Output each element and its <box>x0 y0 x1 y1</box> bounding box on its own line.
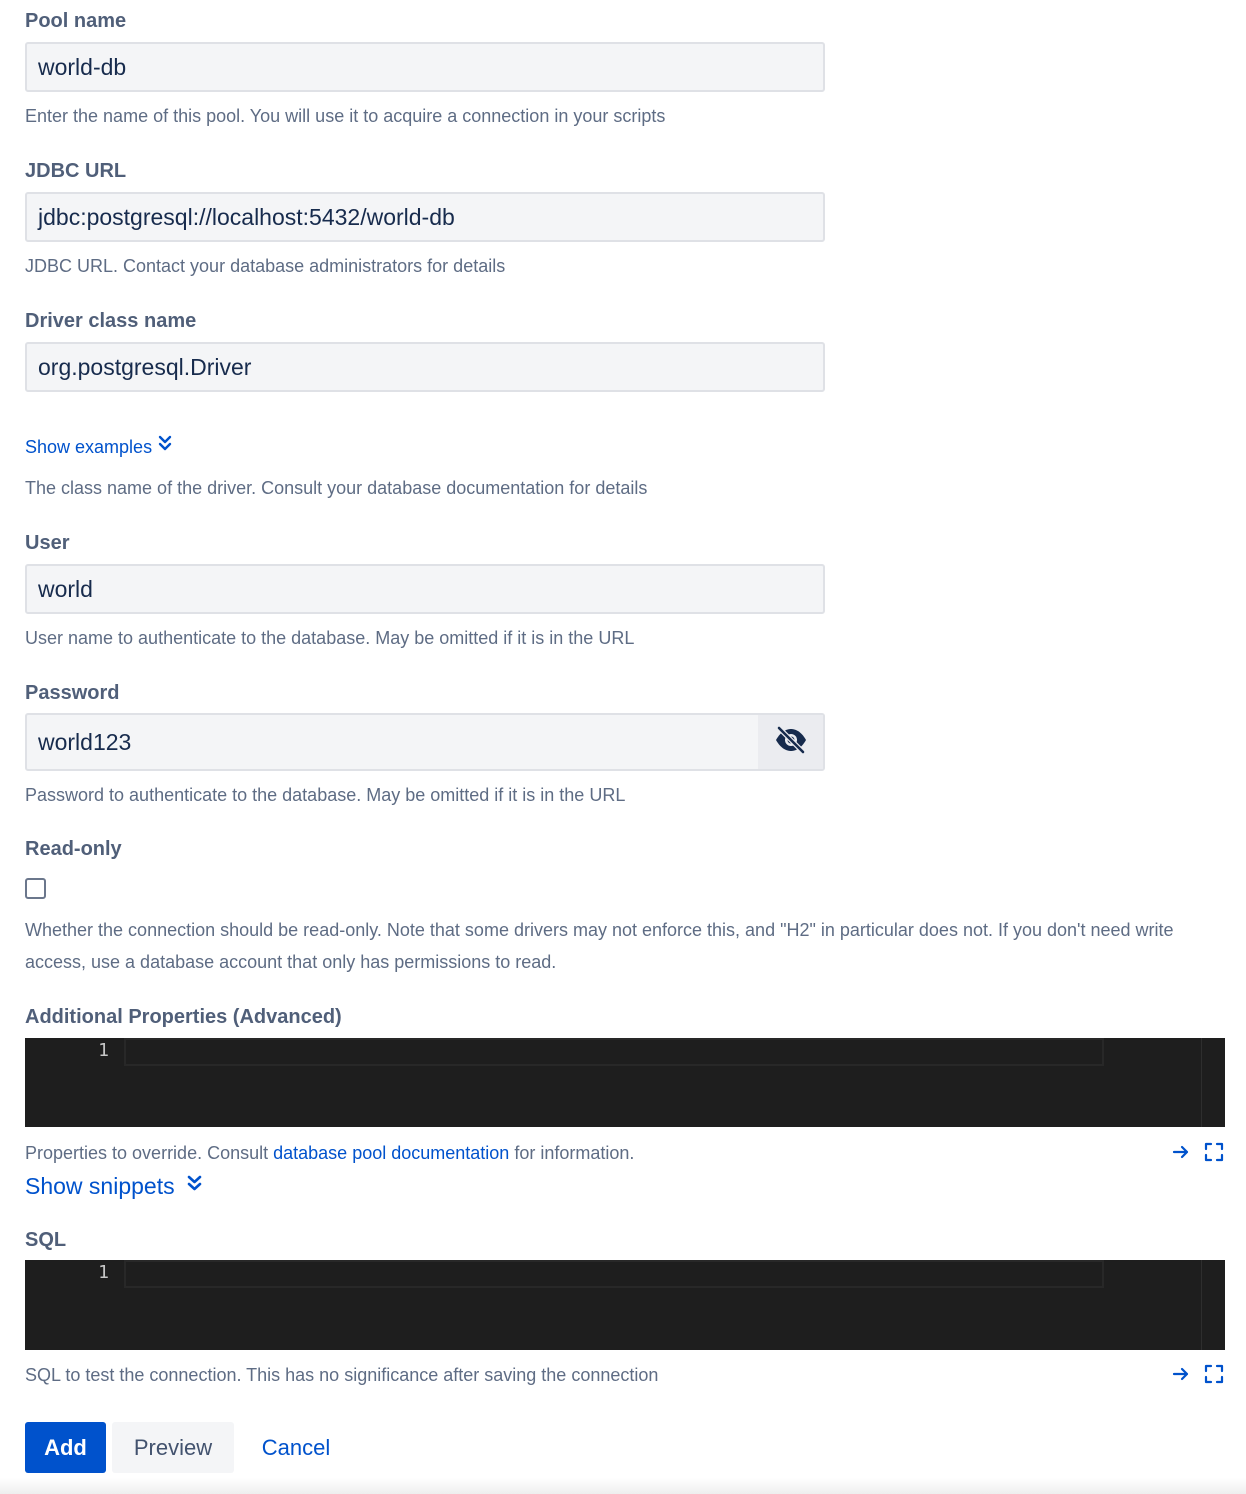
help-suffix: for information. <box>509 1143 635 1163</box>
preview-button[interactable]: Preview <box>112 1422 234 1473</box>
user-help: User name to authenticate to the database. May be omitted if it is in the URL <box>25 628 635 648</box>
arrow-right-icon[interactable] <box>1172 1143 1190 1166</box>
jdbc-url-field[interactable] <box>25 192 825 242</box>
editor-scrollbar[interactable] <box>1201 1038 1225 1127</box>
driver-value: org.postgresql.Driver <box>38 354 252 380</box>
user-value: world <box>38 576 93 602</box>
sql-help: SQL to test the connection. This has no significance after saving the connection <box>25 1365 659 1385</box>
pool-name-value: world-db <box>38 54 127 80</box>
current-line-highlight <box>124 1260 1104 1288</box>
show-examples-link[interactable] <box>25 435 172 459</box>
read-only-label: Read-only <box>25 838 122 860</box>
additional-properties-help <box>25 1141 634 1165</box>
cancel-button[interactable]: Cancel <box>261 1434 331 1460</box>
pool-name-label: Pool name <box>25 10 127 32</box>
pool-documentation-link[interactable]: database pool documentation <box>273 1143 510 1163</box>
show-snippets-link[interactable] <box>25 1171 202 1201</box>
editor-tools <box>1172 1142 1224 1167</box>
sql-label: SQL <box>25 1229 67 1251</box>
bottom-fade <box>0 1478 1246 1494</box>
additional-properties-label: Additional Properties (Advanced) <box>25 1006 342 1028</box>
pool-name-help: Enter the name of this pool. You will use it to acquire a connection in your scripts <box>25 106 666 126</box>
driver-label: Driver class name <box>25 310 197 332</box>
password-value: world123 <box>38 729 132 755</box>
toggle-password-visibility-button[interactable] <box>758 715 823 769</box>
pool-name-field[interactable] <box>25 42 825 92</box>
jdbc-url-value: jdbc:postgresql://localhost:5432/world-db <box>38 204 455 230</box>
password-label: Password <box>25 682 120 704</box>
user-field[interactable] <box>25 564 825 614</box>
driver-help: The class name of the driver. Consult your database documentation for details <box>25 478 648 498</box>
password-help: Password to authenticate to the database. May be omitted if it is in the URL <box>25 785 626 805</box>
read-only-help: Whether the connection should be read-only. Note that some drivers may not enforce this, and "H2" in particular does not. If you don't need write access, use a database account that only has permissions to read. <box>25 920 1174 972</box>
arrow-right-icon[interactable] <box>1172 1365 1190 1388</box>
eye-slash-icon <box>774 726 808 759</box>
editor-tools <box>1172 1364 1224 1389</box>
fullscreen-icon[interactable] <box>1204 1364 1224 1389</box>
driver-field[interactable] <box>25 342 825 392</box>
chevron-double-down-icon <box>187 1171 202 1201</box>
additional-properties-editor[interactable] <box>25 1038 1225 1127</box>
line-number: 1 <box>98 1262 109 1283</box>
editor-scrollbar[interactable] <box>1201 1260 1225 1350</box>
show-snippets-label: Show snippets <box>25 1173 175 1199</box>
jdbc-url-help: JDBC URL. Contact your database administrators for details <box>25 256 506 276</box>
line-number: 1 <box>98 1040 109 1061</box>
current-line-highlight <box>124 1038 1104 1066</box>
show-examples-label: Show examples <box>25 437 153 457</box>
fullscreen-icon[interactable] <box>1204 1142 1224 1167</box>
chevron-double-down-icon <box>158 435 172 459</box>
help-prefix: Properties to override. Consult <box>25 1143 274 1163</box>
user-label: User <box>25 532 70 554</box>
read-only-checkbox[interactable] <box>25 878 46 899</box>
sql-editor[interactable] <box>25 1260 1225 1350</box>
jdbc-url-label: JDBC URL <box>25 160 127 182</box>
password-field[interactable] <box>25 713 825 771</box>
add-button[interactable]: Add <box>25 1422 106 1473</box>
